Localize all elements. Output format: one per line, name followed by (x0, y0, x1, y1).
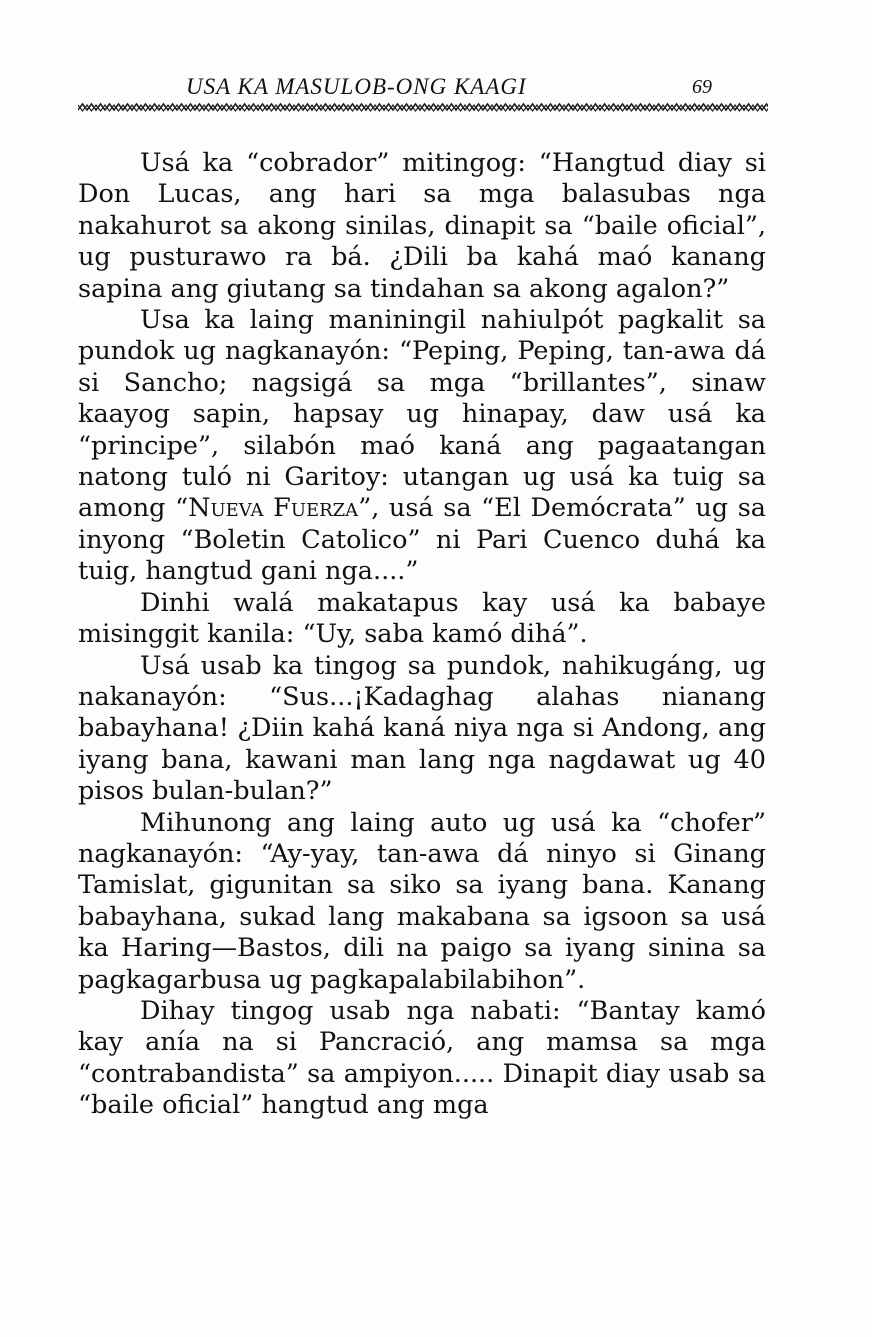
paragraph-2 (78, 305, 766, 588)
body-text (78, 148, 766, 1122)
paragraph-2-before: Usa ka laing maniningil nahiulpót pagkalit sa pundok ug nagkanayón: “Peping, Peping, tan-awa dá si Sancho; nagsigá sa mga “brillantes”, sinaw kaayog sapin, hapsay ug hinapay, daw usá ka “principe”, silabón maó kaná ang pagaatangan natong tuló ni Garitoy: utangan ug usá ka tuig sa among “ (78, 305, 766, 524)
paragraph-1: Usá ka “cobrador” mitingog: “Hangtud diay si Don Lucas, ang hari sa mga balasubas nga nakahurot sa akong sinilas, dinapit sa “baile oficial”, ug pusturawo ra bá. ¿Dili ba kahá maó kanang sapina ang giutang sa tindahan sa akong agalon?” (78, 148, 766, 304)
running-title: USA KA MASULOB-ONG KAAGI (186, 74, 527, 99)
wavy-rule-ornament (78, 100, 768, 114)
page-number: 69 (692, 76, 712, 98)
paragraph-5: Mihunong ang laing auto ug usá ka “chofer” nagkanayón: “Ay-yay, tan-awa dá ninyo si Ginang Tamislat, gigunitan sa siko sa iyang bana. Kanang babayhana, sukad lang makabana sa igsoon sa usá ka Haring—Bastos, dili na paigo sa iyang sinina sa pagkagarbusa ug pagkapalabilabihon”. (78, 807, 766, 995)
paragraph-4: Usá usab ka tingog sa pundok, nahikugáng, ug nakanayón: “Sus...¡Kadaghag alahas nianang babayhana! ¿Diin kahá kaná niya nga si Andong, ang iyang bana, kawani man lang nga nagdawat ug 40 pisos bulan-bulan?” (78, 650, 766, 807)
paragraph-6: Dihay tingog usab nga nabati: “Bantay kamó kay anía na si Pancració, ang mamsa sa mga “contrabandista” sa ampiyon..... Dinapit diay usab sa “baile oficial” hangtud ang mga (78, 995, 766, 1121)
paragraph-2-after: ”, usá sa “El Demócrata” ug sa inyong “Boletin Catolico” ni Pari Cuenco duhá ka tuig, hangtud gani nga....” (78, 493, 766, 587)
page-header (78, 72, 768, 102)
paragraph-3: Dinhi walá makatapus kay usá ka babaye misinggit kanila: “Uy, saba kamó dihá”. (78, 587, 766, 650)
newspaper-title-small-caps: Nueva Fuerza (188, 493, 359, 524)
